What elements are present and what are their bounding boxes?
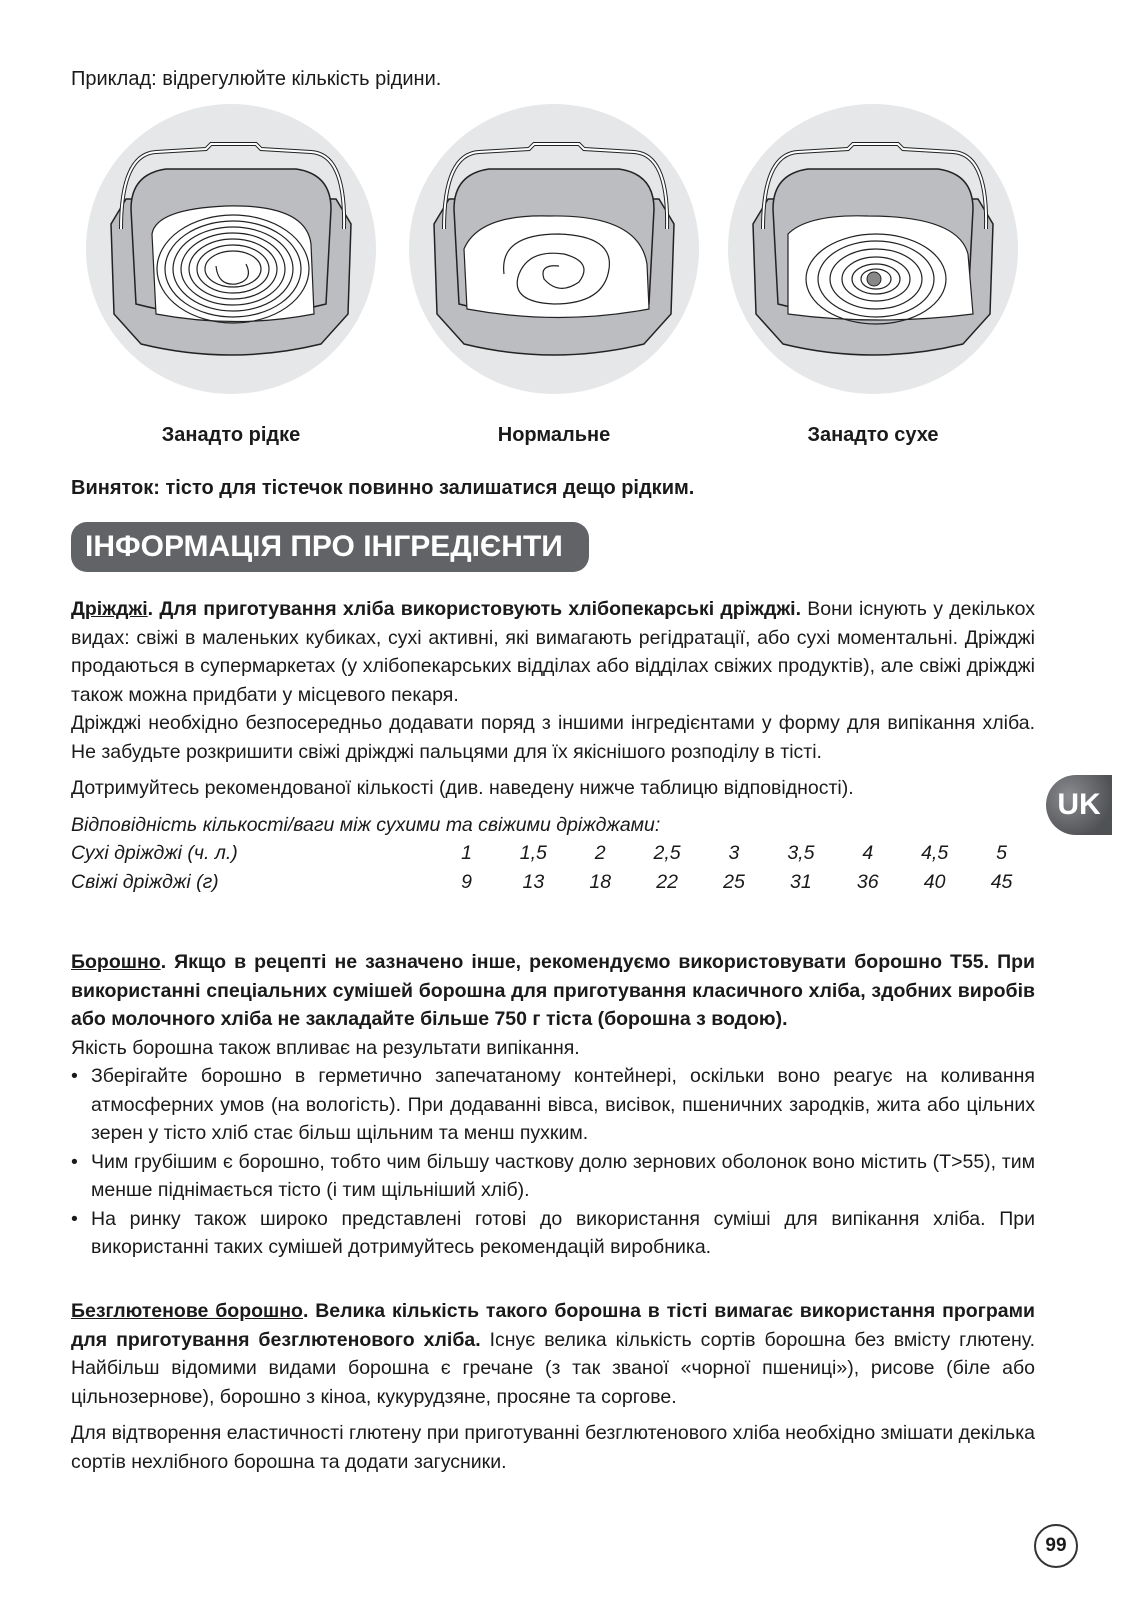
gluten-free-section	[71, 1297, 1035, 1476]
flour-bullets	[71, 1062, 1035, 1262]
gluten-free-term: Безглютенове борошно	[71, 1300, 303, 1322]
yeast-text-1: Вони існують у декількох видах: свіжі в маленьких кубиках, сухі активні, які вимагають регідратації, або сухі моментальні. Дріжджі продаються в супермаркетах (у хлібопекарських відділах або відділах свіжих продуктів), але свіжі дріжджі також можна придбати у місцевого пекаря.	[71, 598, 1035, 706]
page-number: 99	[1034, 1524, 1078, 1568]
exception-note: Виняток: тісто для тістечок повинно залишатися дещо рідким.	[71, 477, 695, 499]
language-tab: UK	[1046, 775, 1112, 835]
yeast-paragraph	[71, 595, 1035, 709]
flour-section	[71, 948, 1035, 1262]
section-title: ІНФОРМАЦІЯ ПРО ІНГРЕДІЄНТИ	[71, 522, 589, 572]
yeast-lead: . Для приготування хліба використовують хлібопекарські дріжджі.	[147, 598, 801, 620]
bread-pan-dough-too-dry-icon	[728, 104, 1018, 394]
yeast-section	[71, 595, 1035, 897]
bread-pan-dough-normal-icon	[409, 104, 699, 394]
caption-normal: Нормальне	[497, 424, 611, 446]
gluten-free-text-1: Існує велика кількість сортів борошна без вмісту глютену. Найбільш відомими видами борошна є гречане (з так званої «чорної пшениці»), рисове (біле або цільнозернове), борошно з кіноа, кукурудзяне, просяне та соргове.	[71, 1328, 1035, 1408]
yeast-text-2: Дріжджі необхідно безпосередньо додавати поряд з іншими інгредієнтами у форму для випікання хліба. Не забудьте розкришити свіжі дріжджі пальцями для їх якіснішого розподілу в тісті.	[71, 712, 1035, 763]
flour-term: Борошно	[71, 951, 161, 973]
gluten-free-lead: . Велика кількість такого борошна в тісті вимагає використання програми для приготування безглютенового хліба.	[71, 1300, 1035, 1351]
gluten-free-text-2: Для відтворення еластичності глютену при приготуванні безглютенового хліба необхідно змішати декілька сортів нехлібного борошна та додати загусники.	[71, 1422, 1035, 1473]
list-item: • Чим грубішим є борошно, тобто чим більшу часткову долю зернових оболонок воно містить (T>55), тим менше піднімається тісто (і тим щільніший хліб).	[71, 1148, 1035, 1205]
list-item: • На ринку також широко представлені готові до використання суміші для випікання хліба. При використанні таких сумішей дотримуйтесь рекомендацій виробника.	[71, 1205, 1035, 1262]
flour-text: Якість борошна також впливає на результати випікання.	[71, 1036, 580, 1059]
caption-too-dry: Занадто сухе	[807, 424, 939, 446]
yeast-term: Дріжджі	[71, 598, 148, 620]
caption-too-liquid: Занадто рідке	[161, 424, 301, 446]
intro-text: Приклад: відрегулюйте кількість рідини.	[71, 68, 442, 90]
flour-paragraph	[71, 948, 1035, 1034]
table-row: Свіжі дріжджі (г) 9 13 18 22 25 31 36 40 45	[71, 871, 1013, 894]
yeast-table-caption: Відповідність кількості/ваги між сухими та свіжими дріжджами:	[71, 813, 661, 836]
yeast-text-3: Дотримуйтесь рекомендованої кількості (див. наведену нижче таблицю відповідності).	[71, 777, 854, 799]
gluten-free-paragraph	[71, 1297, 1035, 1411]
bread-pan-dough-too-liquid-icon	[86, 104, 376, 394]
yeast-conversion-table	[71, 839, 1035, 897]
flour-lead: . Якщо в рецепті не зазначено інше, рекомендуємо використовувати борошно Т55. При використанні спеціальних сумішей борошна для приготування класичного хліба, здобних виробів або молочного хліба не закладайте більше 750 г тіста (борошна з водою).	[71, 951, 1035, 1030]
list-item: • Зберігайте борошно в герметично запечатаному контейнері, оскільки воно реагує на коливання атмосферних умов (на вологість). При додаванні вівса, висівок, пшеничних зародків, жита або цільних зерен у тісто хліб стає більш щільним та менш пухким.	[71, 1062, 1035, 1148]
table-row: Сухі дріжджі (ч. л.) 1 1,5 2 2,5 3 3,5 4 4,5 5	[71, 842, 1007, 865]
